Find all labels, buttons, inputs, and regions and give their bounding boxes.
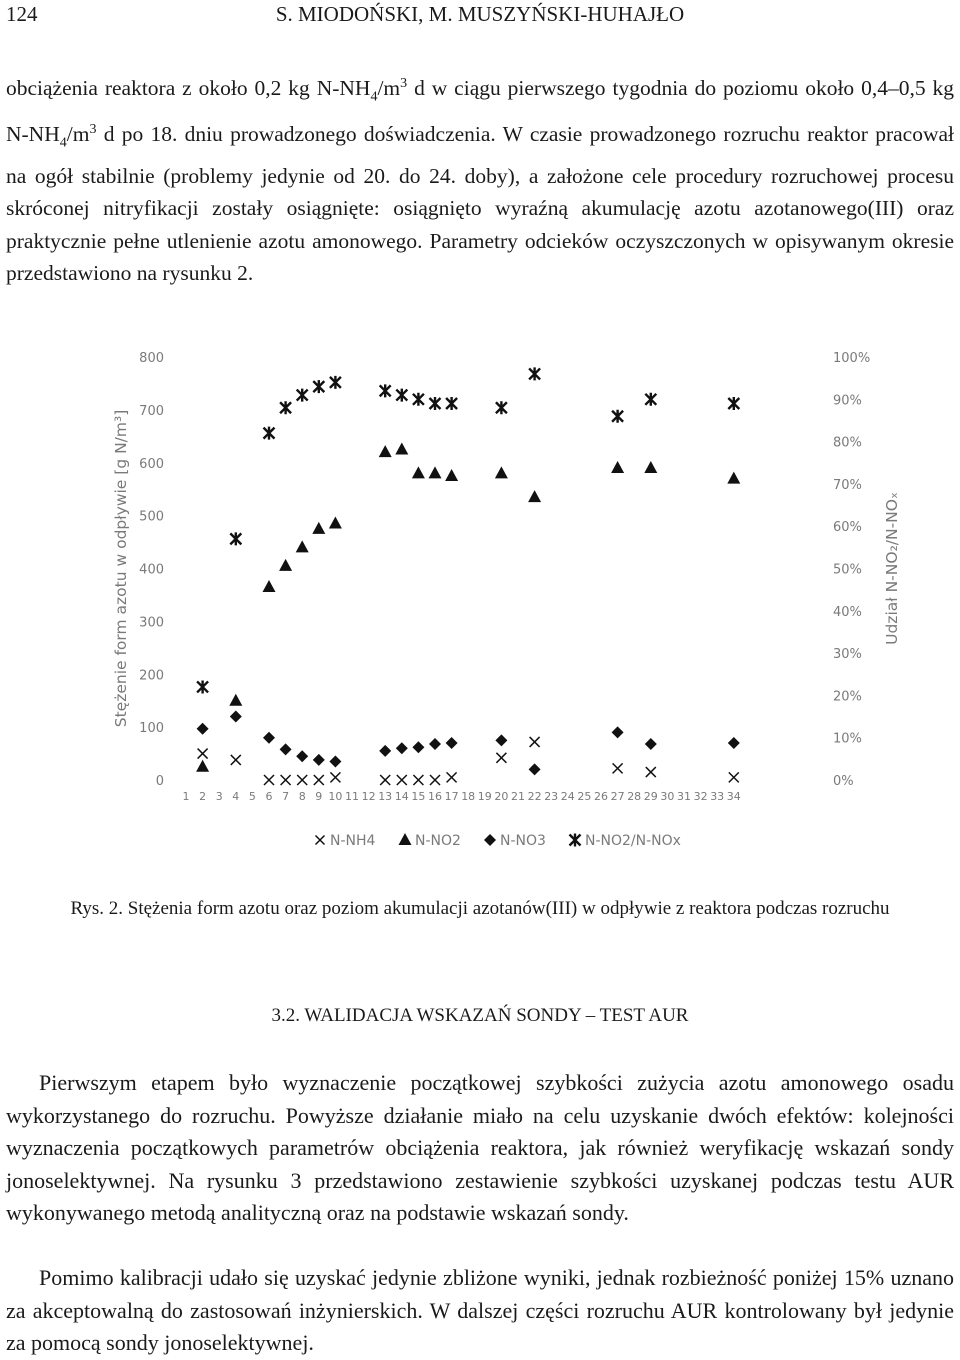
data-point-n-no2-n-nox bbox=[645, 393, 656, 406]
data-point-n-no3 bbox=[230, 711, 242, 723]
data-point-n-no3 bbox=[197, 723, 209, 735]
section-heading: 3.2. WALIDACJA WSKAZAŃ SONDY – TEST AUR bbox=[271, 1005, 689, 1026]
x-tick-label: 6 bbox=[265, 790, 273, 803]
x-tick-label: 30 bbox=[660, 790, 675, 803]
right-tick-label: 0% bbox=[833, 774, 854, 789]
p1-text-a: obciążenia reaktora z około 0,2 kg N-NH bbox=[6, 76, 371, 101]
data-point-n-no2-n-nox bbox=[197, 680, 208, 693]
data-point-n-no3 bbox=[296, 750, 308, 762]
data-point-n-no2 bbox=[296, 540, 309, 552]
p1-text-d: /m bbox=[66, 122, 90, 147]
x-tick-label: 12 bbox=[361, 790, 376, 803]
legend-marker bbox=[316, 836, 325, 845]
x-tick-label: 17 bbox=[444, 790, 459, 803]
p1-sup-3b: 3 bbox=[89, 121, 97, 137]
x-tick-label: 13 bbox=[378, 790, 393, 803]
chart-svg bbox=[100, 340, 920, 870]
right-tick-label: 70% bbox=[833, 477, 862, 493]
right-tick-label: 80% bbox=[833, 435, 862, 451]
data-point-n-no2-n-nox bbox=[413, 393, 424, 406]
data-point-n-no2-n-nox bbox=[496, 401, 507, 414]
data-point-n-no3 bbox=[263, 732, 275, 744]
data-point-n-nh4 bbox=[397, 775, 407, 785]
data-point-n-nh4 bbox=[264, 775, 274, 785]
x-tick-label: 22 bbox=[527, 790, 542, 803]
data-point-n-no3 bbox=[429, 738, 441, 750]
data-point-n-no2-n-nox bbox=[430, 397, 441, 410]
data-point-n-no2 bbox=[528, 490, 541, 502]
x-tick-label: 16 bbox=[428, 790, 442, 803]
data-point-n-no2 bbox=[495, 466, 508, 478]
figure-caption: Rys. 2. Stężenia form azotu oraz poziom akumulacji azotanów(III) w odpływie z reaktora podczas rozruchu bbox=[70, 898, 890, 919]
p1-text-e: d po 18. dniu prowadzonego doświadczenia. W czasie prowadzonego rozruchu reaktor pracował na ogół stabilnie (problemy jedynie od 20. do 24. doby), a założone cele procedury rozruchowej procesu skróconej nitryfikacji zostały osiągnięte: osiągnięto wyraźną akumulację azotu azotanowego(III) oraz praktycznie pełne utlenienie azotu amonowego. Parametry odcieków oczyszczonych w opisywanym okresie przedstawiono na rysunku 2. bbox=[6, 122, 954, 286]
x-tick-label: 31 bbox=[677, 790, 691, 803]
page-number: 124 bbox=[6, 2, 38, 26]
data-point-n-no3 bbox=[612, 726, 624, 738]
x-tick-label: 23 bbox=[544, 790, 559, 803]
data-point-n-no2-n-nox bbox=[380, 384, 391, 397]
x-tick-label: 8 bbox=[298, 790, 306, 803]
data-point-n-no3 bbox=[329, 755, 341, 767]
left-tick-label: 300 bbox=[139, 615, 164, 631]
x-tick-label: 24 bbox=[560, 790, 575, 803]
right-axis-title: Udział N-NO₂/N-NOₓ bbox=[883, 492, 901, 645]
left-axis-title: Stężenie form azotu w odpływie [g N/m³] bbox=[112, 409, 130, 728]
right-tick-label: 90% bbox=[833, 393, 862, 409]
legend-marker bbox=[484, 834, 496, 846]
x-tick-label: 26 bbox=[594, 790, 608, 803]
left-tick-label: 200 bbox=[139, 668, 164, 684]
data-point-n-nh4 bbox=[413, 775, 423, 785]
legend-label: N-NH4 bbox=[330, 833, 376, 849]
data-point-n-no2-n-nox bbox=[396, 389, 407, 402]
data-point-n-nh4 bbox=[380, 775, 390, 785]
data-point-n-no2 bbox=[429, 466, 442, 478]
data-point-n-no2-n-nox bbox=[230, 532, 241, 545]
data-point-n-no3 bbox=[529, 763, 541, 775]
x-tick-label: 9 bbox=[315, 790, 323, 803]
data-point-n-no2 bbox=[279, 559, 292, 571]
x-tick-label: 32 bbox=[693, 790, 708, 803]
left-tick-label: 600 bbox=[139, 456, 164, 472]
data-point-n-no2 bbox=[229, 694, 242, 706]
data-point-n-no2-n-nox bbox=[313, 380, 324, 393]
data-point-n-nh4 bbox=[231, 755, 241, 765]
data-point-n-no2 bbox=[445, 469, 458, 481]
x-tick-label: 4 bbox=[232, 790, 240, 803]
data-point-n-no3 bbox=[728, 737, 740, 749]
right-tick-label: 10% bbox=[833, 731, 862, 747]
x-tick-label: 28 bbox=[627, 790, 642, 803]
data-point-n-no2 bbox=[412, 466, 425, 478]
p1-text-b: /m bbox=[377, 76, 401, 101]
data-point-n-nh4 bbox=[281, 775, 291, 785]
right-tick-label: 20% bbox=[833, 689, 862, 705]
x-tick-label: 5 bbox=[248, 790, 256, 803]
paragraph-1 bbox=[6, 68, 954, 290]
right-tick-label: 50% bbox=[833, 562, 862, 578]
data-point-n-no2 bbox=[196, 760, 209, 772]
p1-sub-4b: 4 bbox=[59, 135, 67, 151]
running-head: S. MIODOŃSKI, M. MUSZYŃSKI-HUHAJŁO bbox=[275, 2, 685, 26]
right-tick-label: 100% bbox=[833, 351, 871, 366]
x-tick-label: 2 bbox=[199, 790, 207, 803]
p1-sub-4a: 4 bbox=[370, 89, 378, 105]
x-tick-label: 19 bbox=[477, 790, 492, 803]
data-point-n-no2-n-nox bbox=[280, 401, 291, 414]
data-point-n-no3 bbox=[313, 754, 325, 766]
data-point-n-no2 bbox=[263, 580, 276, 592]
x-tick-label: 11 bbox=[345, 790, 359, 803]
data-point-n-no2-n-nox bbox=[728, 397, 739, 410]
data-point-n-no2 bbox=[379, 445, 392, 457]
legend-marker bbox=[570, 834, 581, 847]
x-tick-label: 15 bbox=[411, 790, 426, 803]
data-point-n-nh4 bbox=[330, 772, 340, 782]
legend-marker bbox=[399, 833, 412, 845]
x-tick-label: 21 bbox=[511, 790, 525, 803]
left-tick-label: 100 bbox=[139, 721, 164, 737]
data-point-n-no3 bbox=[396, 742, 408, 754]
data-point-n-no3 bbox=[645, 738, 657, 750]
x-tick-label: 7 bbox=[282, 790, 290, 803]
data-point-n-no2 bbox=[329, 517, 342, 529]
data-point-n-no2 bbox=[395, 443, 408, 455]
data-point-n-no2 bbox=[727, 472, 740, 484]
data-point-n-no2-n-nox bbox=[529, 367, 540, 380]
right-tick-label: 60% bbox=[833, 520, 862, 536]
data-point-n-no2 bbox=[611, 461, 624, 473]
p1-sup-3a: 3 bbox=[400, 76, 408, 91]
legend-label: N-NO2/N-NOx bbox=[585, 833, 681, 849]
x-tick-label: 33 bbox=[710, 790, 725, 803]
data-point-n-nh4 bbox=[447, 772, 457, 782]
data-point-n-nh4 bbox=[198, 749, 208, 759]
data-point-n-nh4 bbox=[729, 772, 739, 782]
data-point-n-nh4 bbox=[613, 763, 623, 773]
data-point-n-nh4 bbox=[430, 775, 440, 785]
paragraph-2: Pierwszym etapem było wyznaczenie początkowej szybkości zużycia azotu amonowego osadu wykorzystanego do rozruchu. Powyższe działanie miało na celu uzyskanie dwóch efektów: kolejności wyznaczenia początkowych parametrów obciążenia reaktora, jak również weryfikację wskazań sondy jonoselektywnej. Na rysunku 3 przedstawiono zestawienie szybkości uzyskanej podczas testu AUR wykonywanego metodą analityczną oraz na podstawie wskazań sondy. bbox=[6, 1070, 954, 1225]
data-point-n-no3 bbox=[495, 734, 507, 746]
left-tick-label: 500 bbox=[139, 509, 164, 525]
x-tick-label: 25 bbox=[577, 790, 592, 803]
data-point-n-no3 bbox=[379, 745, 391, 757]
data-point-n-no2-n-nox bbox=[446, 397, 457, 410]
data-point-n-no3 bbox=[412, 741, 424, 753]
x-tick-label: 10 bbox=[328, 790, 343, 803]
left-tick-label: 0 bbox=[155, 774, 164, 789]
x-tick-label: 20 bbox=[494, 790, 509, 803]
data-point-n-nh4 bbox=[314, 775, 324, 785]
paragraph-3: Pomimo kalibracji udało się uzyskać jedynie zbliżone wyniki, jednak rozbieżność poniżej 15% uznano za akceptowalną do zastosowań inżynierskich. W dalszej części rozruchu AUR kontrolowany był jedynie za pomocą sondy jonoselektywnej. bbox=[6, 1265, 954, 1355]
x-tick-label: 18 bbox=[461, 790, 476, 803]
left-tick-label: 400 bbox=[139, 562, 164, 578]
data-point-n-nh4 bbox=[530, 737, 540, 747]
data-point-n-nh4 bbox=[646, 767, 656, 777]
legend-label: N-NO2 bbox=[415, 833, 461, 849]
page-header bbox=[6, 2, 954, 32]
x-tick-label: 3 bbox=[215, 790, 223, 803]
x-tick-label: 27 bbox=[610, 790, 625, 803]
p1-text-c: d w ciągu pierwszego tygodnia do poziomu około 0,4–0,5 kg N-NH bbox=[6, 76, 954, 147]
data-point-n-nh4 bbox=[297, 775, 307, 785]
legend-label: N-NO3 bbox=[500, 833, 546, 849]
data-point-n-no2 bbox=[644, 461, 657, 473]
figure-2-chart bbox=[100, 340, 920, 870]
x-tick-label: 1 bbox=[182, 790, 190, 803]
data-point-n-no3 bbox=[280, 743, 292, 755]
data-point-n-no2 bbox=[312, 522, 325, 534]
left-tick-label: 700 bbox=[139, 403, 164, 419]
data-point-n-no2-n-nox bbox=[330, 376, 341, 389]
x-tick-label: 14 bbox=[394, 790, 409, 803]
data-point-n-no3 bbox=[446, 737, 458, 749]
data-point-n-nh4 bbox=[496, 753, 506, 763]
left-tick-label: 800 bbox=[139, 351, 164, 366]
x-tick-label: 34 bbox=[726, 790, 741, 803]
right-tick-label: 30% bbox=[833, 647, 862, 663]
x-tick-label: 29 bbox=[643, 790, 658, 803]
data-point-n-no2-n-nox bbox=[264, 427, 275, 440]
right-tick-label: 40% bbox=[833, 604, 862, 620]
data-point-n-no2-n-nox bbox=[612, 410, 623, 423]
data-point-n-no2-n-nox bbox=[297, 389, 308, 402]
